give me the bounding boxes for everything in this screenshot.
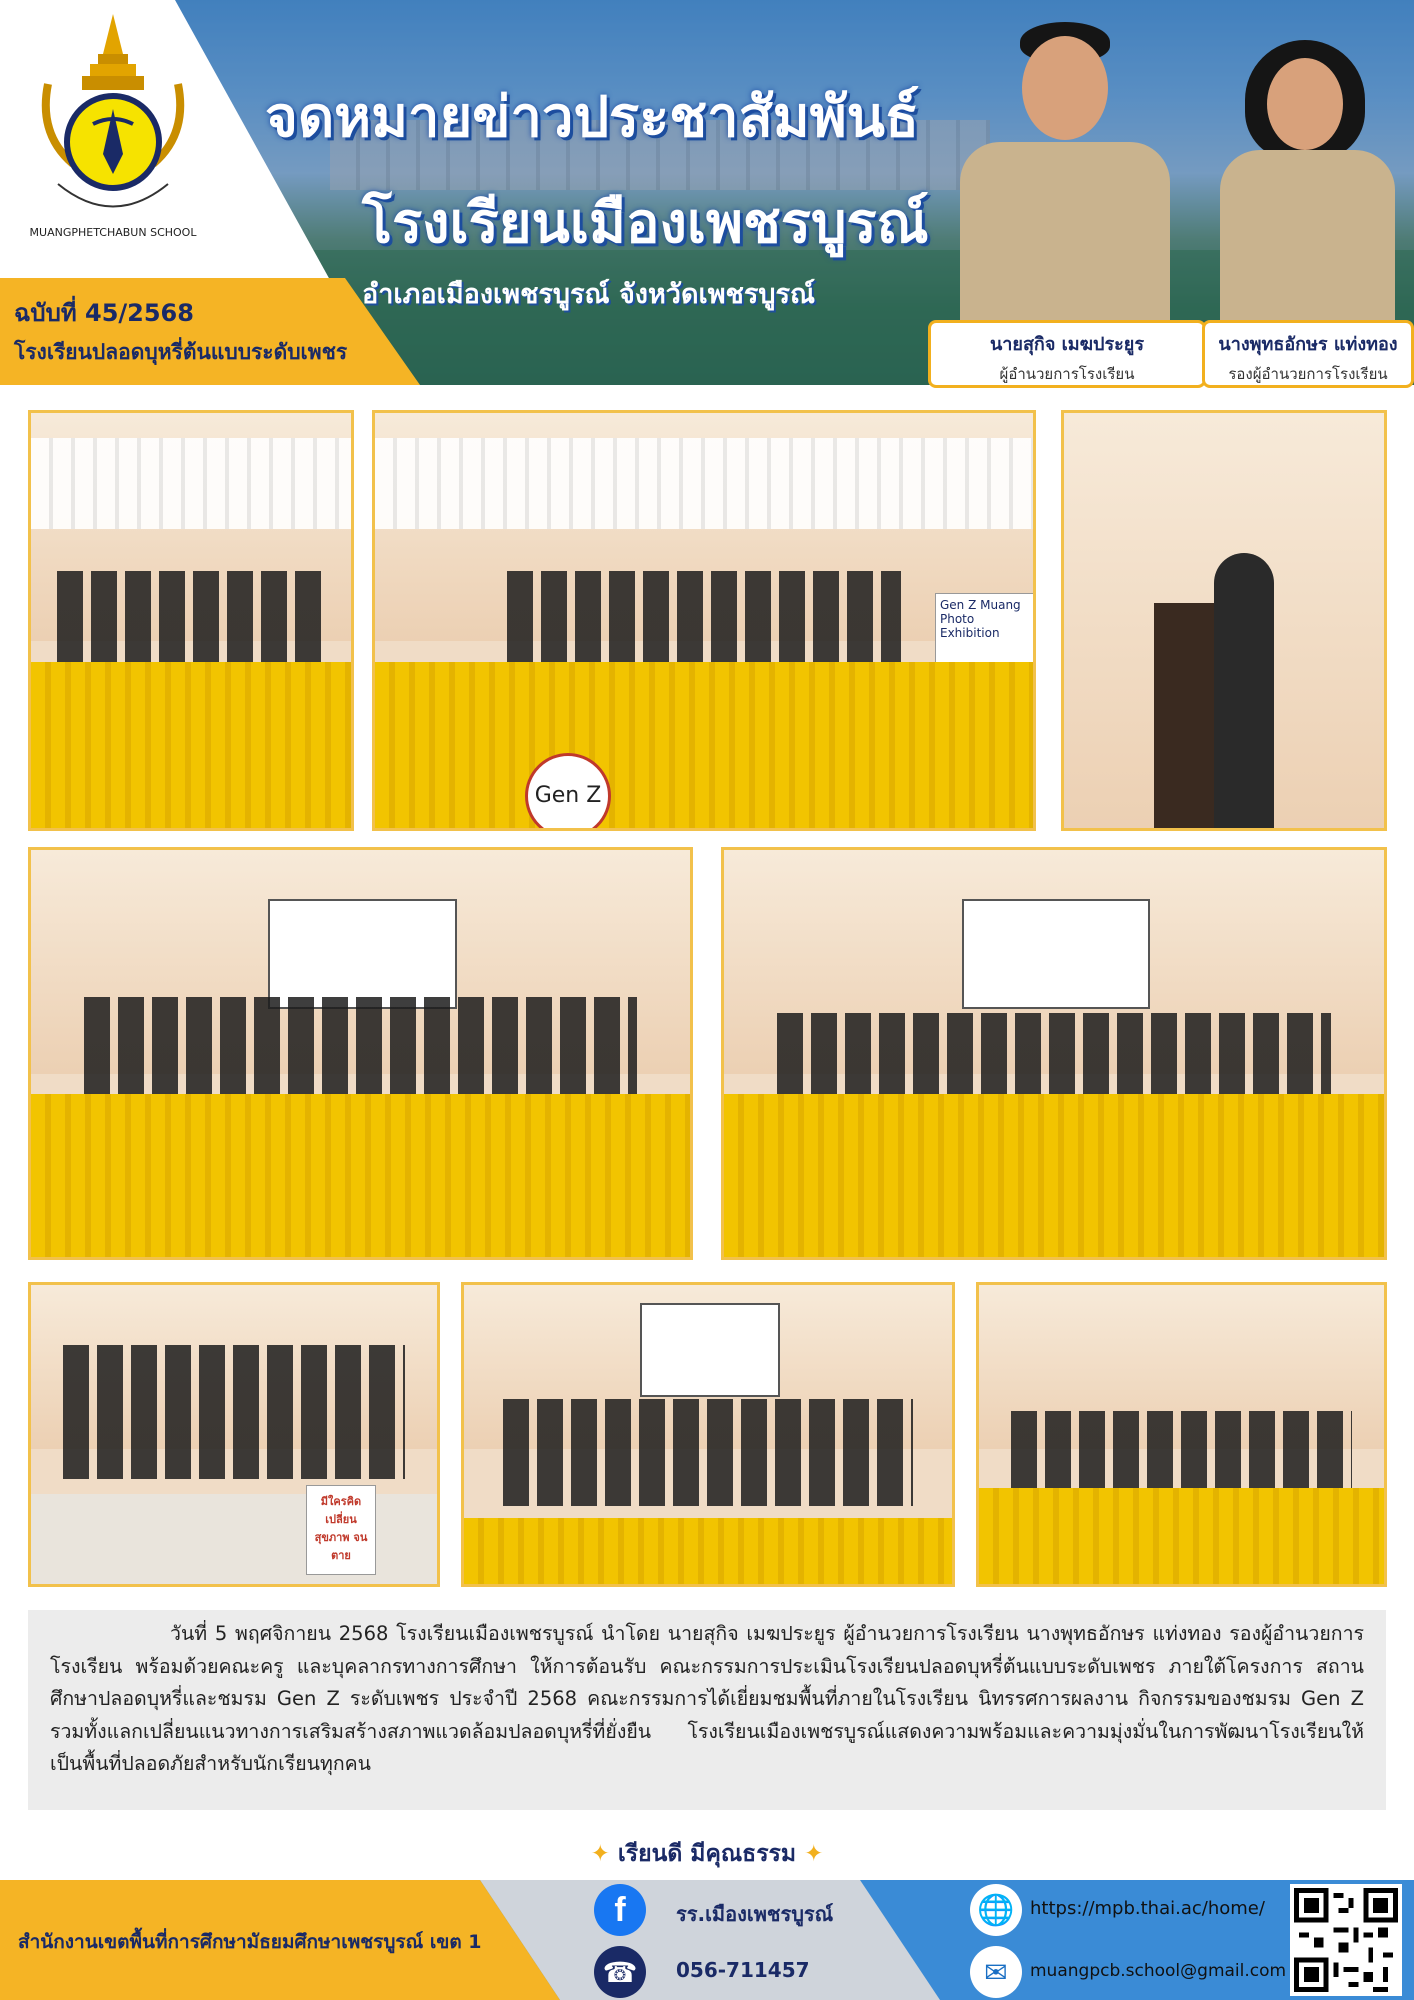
photo-booth-exhibit [28, 1282, 440, 1587]
phone-icon[interactable]: ☎ [594, 1946, 646, 1998]
school-location: อำเภอเมืองเพชรบูรณ์ จังหวัดเพชรบูรณ์ [362, 279, 816, 310]
deputy-role: รองผู้อำนวยการโรงเรียน [1228, 365, 1388, 383]
issue-number: ฉบับที่ 45/2568 [14, 299, 194, 327]
school-motto [0, 1836, 1414, 1872]
deputy-nameplate [1202, 320, 1414, 388]
photo-welcome-meeting [372, 410, 1036, 831]
genz-poster: Gen Z Muang Photo Exhibition [935, 593, 1035, 753]
svg-text:MUANGPHETCHABUN SCHOOL: MUANGPHETCHABUN SCHOOL [29, 226, 197, 239]
photo-group-right [721, 847, 1387, 1260]
newsletter-title: จดหมายข่าวประชาสัมพันธ์ [265, 85, 920, 150]
mail-icon[interactable]: ✉ [970, 1946, 1022, 1998]
director-name: นายสุกิจ เมฆประยูร [989, 334, 1144, 355]
issue-subtitle: โรงเรียนปลอดบุหรี่ต้นแบบระดับเพชร [14, 340, 348, 364]
news-caption: วันที่ 5 พฤศจิกายน 2568 โรงเรียนเมืองเพชรบูรณ์ นำโดย นายสุกิจ เมฆประยูร ผู้อำนวยการโรงเรียน นางพุทธอักษร แท่งทอง รองผู้อำนวยการโรงเรียน พร้อมด้วยคณะครู และบุคลากรทางการศึกษา ให้การต้อนรับ คณะกรรมการประเมินโรงเรียนปลอดบุหรี่ต้นแบบระดับเพชร ภายใต้โครงการ สถานศึกษาปลอดบุหรี่และชมรม Gen Z ระดับเพชร ประจำปี 2568 คณะกรรมการได้เยี่ยมชมพื้นที่ภายในโรงเรียน นิทรรศการผลงาน กิจกรรมของชมรม Gen Z รวมทั้งแลกเปลี่ยนแนวทางการเสริมสร้างสภาพแวดล้อมปลอดบุหรี่ที่ยั่งยืน โรงเรียนเมืองเพชรบูรณ์แสดงความพร้อมและความมุ่งมั่นในการพัฒนาโรงเรียนให้เป็นพื้นที่ปลอดภัยสำหรับนักเรียนทุกคน [28, 1610, 1386, 1810]
director-role: ผู้อำนวยการโรงเรียน [999, 365, 1135, 383]
genz-sign: Gen Z [525, 753, 611, 831]
director-nameplate [928, 320, 1206, 388]
photo-meeting-room [976, 1282, 1387, 1587]
star-icon: ✦ [590, 1841, 610, 1867]
star-icon: ✦ [804, 1841, 824, 1867]
school-name: โรงเรียนเมืองเพชรบูรณ์ [362, 191, 929, 256]
education-office: สำนักงานเขตพื้นที่การศึกษามัธยมศึกษาเพชรบูรณ์ เขต 1 [18, 1931, 482, 1953]
photo-committee-table [28, 410, 354, 831]
photo-students-presenting [461, 1282, 955, 1587]
globe-icon[interactable]: 🌐 [970, 1884, 1022, 1936]
website-link[interactable]: https://mpb.thai.ac/home/ [1030, 1898, 1265, 1919]
school-logo [28, 14, 198, 244]
motto-text: เรียนดี มีคุณธรรม [617, 1841, 797, 1867]
photo-group-left [28, 847, 693, 1260]
photo-speaker-podium [1061, 410, 1387, 831]
facebook-icon[interactable]: f [594, 1884, 646, 1936]
facebook-link[interactable]: รร.เมืองเพชรบูรณ์ [676, 1902, 834, 1926]
booth-sign: มีใครคิดเปลี่ยน สุขภาพ จนตาย [306, 1485, 376, 1575]
director-portrait [940, 22, 1190, 322]
phone-number[interactable]: 056-711457 [676, 1958, 810, 1982]
deputy-director-portrait [1205, 40, 1405, 320]
qr-code[interactable] [1290, 1884, 1402, 1996]
email-link[interactable]: muangpcb.school@gmail.com [1030, 1961, 1287, 1981]
deputy-name: นางพุทธอักษร แท่งทอง [1218, 334, 1398, 355]
